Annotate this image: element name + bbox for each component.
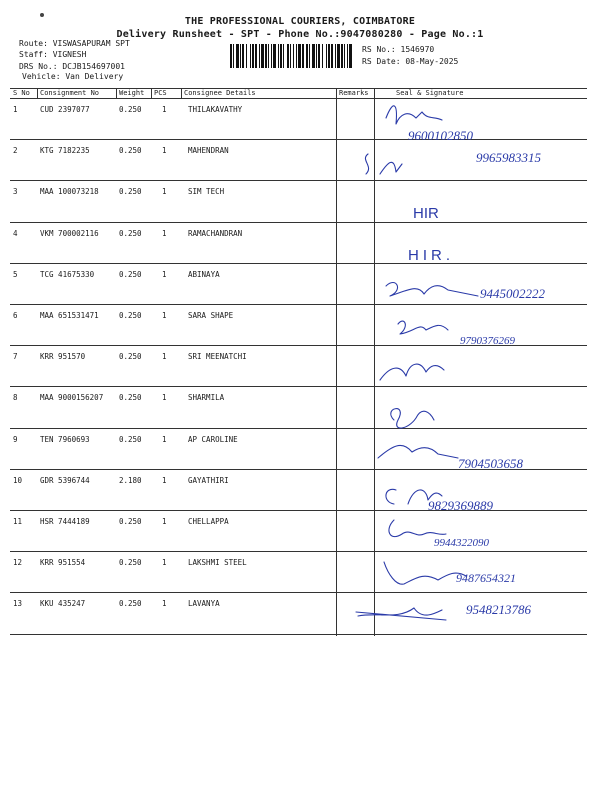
rs-date: RS Date: 08-May-2025: [362, 57, 459, 66]
cell-pcs: 1: [162, 393, 167, 403]
barcode-bar: [341, 44, 343, 68]
cell-weight: 0.250: [119, 393, 142, 403]
signature-5: [386, 283, 478, 297]
cell-pcs: 1: [162, 558, 167, 568]
barcode-bar: [293, 44, 294, 68]
barcode-bar: [296, 44, 297, 68]
rs-number: RS No.: 1546970: [362, 45, 435, 54]
cell-sno: 1: [13, 105, 18, 114]
cell-weight: 0.250: [119, 352, 142, 362]
barcode-bar: [326, 44, 327, 68]
barcode-bar: [233, 44, 234, 68]
cell-sno: 8: [13, 393, 18, 403]
signature-phone-10: 9829369889: [428, 498, 493, 513]
barcode-bar: [242, 44, 244, 68]
barcode-bar: [283, 44, 284, 68]
cell-consignee: LAVANYA: [188, 599, 220, 609]
vehicle-label: Vehicle: Van Delivery: [22, 72, 124, 81]
barcode-bar: [312, 44, 315, 68]
cell-pcs: 1: [162, 105, 167, 114]
cell-pcs: 1: [162, 228, 167, 238]
cell-consignment-no: KTG 7182235: [40, 146, 90, 156]
cell-weight: 0.250: [119, 434, 142, 444]
cell-sno: 10: [13, 475, 23, 485]
barcode-bar: [240, 44, 241, 68]
cell-consignee: SHARMILA: [188, 393, 225, 403]
barcode-bar: [246, 44, 247, 68]
cell-weight: 0.250: [119, 311, 142, 320]
signature-phone-12: 9487654321: [456, 571, 516, 585]
col-header-weight: Weight: [119, 89, 145, 97]
column-divider: [37, 88, 38, 99]
signature-6: [398, 321, 448, 334]
column-divider: [181, 88, 182, 99]
signature-11: [389, 520, 446, 537]
cell-weight: 0.250: [119, 228, 142, 238]
cell-sno: 4: [13, 228, 18, 238]
cell-sno: 12: [13, 558, 23, 568]
barcode-bar: [271, 44, 272, 68]
barcode-bar: [250, 44, 251, 68]
document-subtitle: Delivery Runsheet - SPT - Phone No.:9047080280 - Page No.:1: [116, 29, 484, 40]
barcode-bar: [265, 44, 267, 68]
cell-weight: 0.250: [119, 599, 142, 609]
document-title: THE PROFESSIONAL COURIERS, COIMBATORE: [184, 16, 416, 27]
barcode-bar: [335, 44, 336, 68]
signature-1: [386, 106, 442, 124]
barcode-bar: [309, 44, 310, 68]
col-header-remarks: Remarks: [339, 89, 369, 97]
barcode-bar: [349, 44, 352, 68]
handwritten-note-row3: HIR: [413, 205, 439, 222]
col-header-seal: Seal & Signature: [396, 89, 464, 97]
cell-pcs: 1: [162, 187, 167, 197]
col-header-consignee: Consignee Details: [184, 89, 256, 97]
signature-9: [378, 445, 458, 458]
barcode-image: [230, 44, 354, 68]
barcode-bar: [328, 44, 330, 68]
barcode-bar: [236, 44, 239, 68]
column-divider: [116, 88, 117, 99]
column-divider: [151, 88, 152, 99]
barcode-bar: [322, 44, 323, 68]
barcode-bar: [306, 44, 308, 68]
signature-12: [384, 562, 466, 584]
cell-sno: 7: [13, 352, 18, 362]
barcode-bar: [337, 44, 340, 68]
cell-consignee: CHELLAPPA: [188, 517, 229, 526]
handwritten-note-row4: HIR.: [408, 247, 454, 264]
signature-phone-2: 9965983315: [476, 150, 541, 165]
cell-pcs: 1: [162, 475, 167, 485]
signature-phone-11: 9944322090: [434, 537, 489, 549]
cell-consignee: THILAKAVATHY: [188, 105, 243, 114]
cell-weight: 0.250: [119, 517, 142, 526]
barcode-bar: [268, 44, 269, 68]
cell-sno: 5: [13, 269, 18, 279]
route-label: Route: VISWASAPURAM SPT: [19, 39, 130, 48]
cell-consignment-no: MAA 100073218: [40, 187, 99, 197]
cell-consignment-no: CUD 2397077: [40, 105, 90, 114]
cell-sno: 2: [13, 146, 18, 156]
barcode-bar: [278, 44, 279, 68]
cell-consignment-no: GDR 5396744: [40, 475, 90, 485]
barcode-bar: [261, 44, 264, 68]
cell-consignment-no: TCG 41675330: [40, 269, 95, 279]
signature-phone-5: 9445002222: [480, 286, 545, 301]
barcode-bar: [255, 44, 257, 68]
signature-area: [338, 90, 600, 640]
barcode-bar: [347, 44, 348, 68]
staff-label: Staff: VIGNESH: [19, 50, 87, 59]
cell-sno: 9: [13, 434, 18, 444]
barcode-bar: [302, 44, 304, 68]
cell-pcs: 1: [162, 434, 167, 444]
cell-consignment-no: MAA 651531471: [40, 311, 99, 320]
cell-weight: 0.250: [119, 146, 142, 156]
barcode-bar: [280, 44, 282, 68]
barcode-bar: [316, 44, 317, 68]
barcode-bar: [259, 44, 260, 68]
cell-consignee: AP CAROLINE: [188, 434, 238, 444]
cell-consignee: ABINAYA: [188, 269, 220, 279]
barcode-bar: [331, 44, 333, 68]
barcode-bar: [318, 44, 320, 68]
cell-weight: 0.250: [119, 105, 142, 114]
cell-pcs: 1: [162, 517, 167, 526]
cell-consignment-no: KRR 951554: [40, 558, 86, 568]
cell-consignee: SIM TECH: [188, 187, 225, 197]
barcode-bar: [287, 44, 289, 68]
barcode-bar: [252, 44, 254, 68]
cell-consignment-no: HSR 7444189: [40, 517, 90, 526]
cell-weight: 0.250: [119, 558, 142, 568]
cell-consignment-no: MAA 9000156207: [40, 393, 104, 403]
barcode-bar: [230, 44, 232, 68]
cell-sno: 11: [13, 517, 23, 526]
cell-consignee: RAMACHANDRAN: [188, 228, 243, 238]
cell-consignment-no: KKU 435247: [40, 599, 86, 609]
col-header-sno: S No: [13, 89, 30, 97]
cell-pcs: 1: [162, 599, 167, 609]
cell-consignee: LAKSHMI STEEL: [188, 558, 247, 568]
cell-weight: 2.180: [119, 475, 142, 485]
cell-weight: 0.250: [119, 187, 142, 197]
cell-pcs: 1: [162, 146, 167, 156]
signature-8: [391, 409, 434, 428]
cell-consignment-no: TEN 7960693: [40, 434, 90, 444]
cell-consignee: MAHENDRAN: [188, 146, 229, 156]
cell-pcs: 1: [162, 311, 167, 320]
signature-2: [365, 154, 402, 174]
barcode-bar: [298, 44, 301, 68]
barcode-bar: [344, 44, 345, 68]
cell-consignee: GAYATHIRI: [188, 475, 229, 485]
cell-consignee: SARA SHAPE: [188, 311, 234, 320]
signature-13: [356, 608, 446, 620]
col-header-pcs: PCS: [154, 89, 167, 97]
cell-pcs: 1: [162, 269, 167, 279]
barcode-bar: [290, 44, 291, 68]
signature-7: [380, 364, 444, 380]
signature-phone-13: 9548213786: [466, 602, 531, 617]
cell-consignment-no: KRR 951570: [40, 352, 86, 362]
barcode-bar: [273, 44, 276, 68]
cell-pcs: 1: [162, 352, 167, 362]
cell-weight: 0.250: [119, 269, 142, 279]
signature-phone-1: 9600102850: [408, 128, 473, 143]
drs-number: DRS No.: DCJB154697001: [19, 62, 125, 71]
cell-sno: 3: [13, 187, 18, 197]
cell-consignee: SRI MEENATCHI: [188, 352, 247, 362]
cell-sno: 13: [13, 599, 23, 609]
cell-consignment-no: VKM 700002116: [40, 228, 99, 238]
signature-phone-6: 9790376269: [460, 335, 515, 347]
cell-sno: 6: [13, 311, 18, 320]
signature-phone-9: 7904503658: [458, 456, 523, 471]
col-header-consignment: Consignment No: [40, 89, 100, 97]
